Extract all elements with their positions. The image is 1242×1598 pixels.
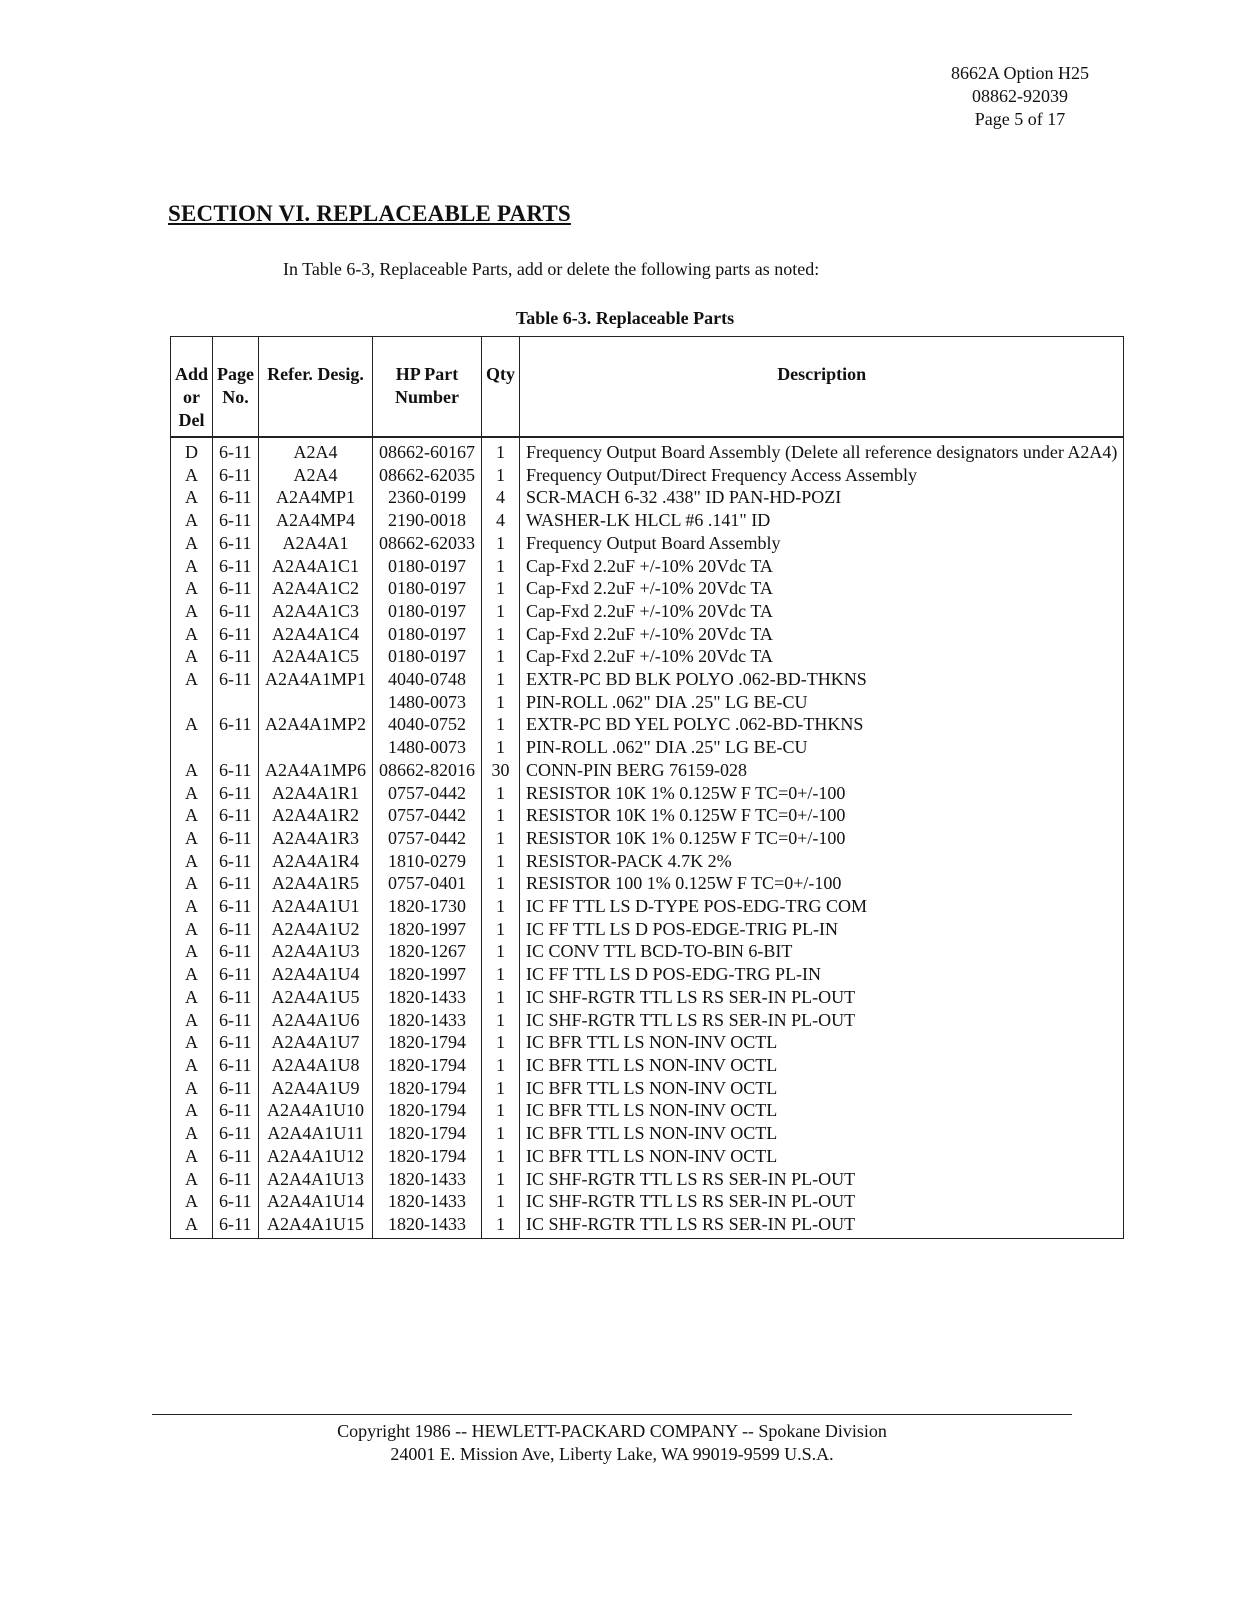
page-indicator: Page 5 of 17 <box>974 109 1066 129</box>
cell-qty: 1 <box>482 804 520 827</box>
table-row <box>171 1122 1124 1145</box>
cell-hp-part-number: 08662-82016 <box>373 759 482 782</box>
model-label: 8662A Option H25 <box>950 63 1089 83</box>
cell-page-no <box>213 736 259 759</box>
cell-description: PIN-ROLL .062" DIA .25" LG BE-CU <box>520 691 1124 714</box>
cell-description: CONN-PIN BERG 76159-028 <box>520 759 1124 782</box>
cell-description: IC SHF-RGTR TTL LS RS SER-IN PL-OUT <box>520 986 1124 1009</box>
cell-add-or-del <box>171 691 213 714</box>
cell-page-no: 6-11 <box>213 713 259 736</box>
cell-add-or-del: A <box>171 532 213 555</box>
cell-description: EXTR-PC BD BLK POLYO .062-BD-THKNS <box>520 668 1124 691</box>
document-header <box>870 62 1170 131</box>
cell-add-or-del: A <box>171 509 213 532</box>
cell-refer-desig: A2A4A1U6 <box>259 1009 373 1032</box>
cell-refer-desig: A2A4A1U11 <box>259 1122 373 1145</box>
col-header-refer-desig <box>259 337 373 438</box>
cell-hp-part-number: 08662-62035 <box>373 464 482 487</box>
cell-qty: 1 <box>482 532 520 555</box>
cell-refer-desig: A2A4A1U14 <box>259 1190 373 1213</box>
cell-add-or-del: A <box>171 577 213 600</box>
cell-add-or-del: A <box>171 827 213 850</box>
cell-page-no: 6-11 <box>213 1145 259 1168</box>
table-row <box>171 1213 1124 1238</box>
cell-page-no: 6-11 <box>213 1190 259 1213</box>
cell-refer-desig: A2A4A1U4 <box>259 963 373 986</box>
cell-add-or-del: A <box>171 782 213 805</box>
cell-add-or-del <box>171 736 213 759</box>
cell-page-no: 6-11 <box>213 1122 259 1145</box>
table-row <box>171 577 1124 600</box>
cell-page-no: 6-11 <box>213 963 259 986</box>
cell-refer-desig: A2A4A1MP6 <box>259 759 373 782</box>
cell-hp-part-number: 1820-1433 <box>373 1009 482 1032</box>
col-header-line: No. <box>222 387 249 407</box>
cell-qty: 1 <box>482 1145 520 1168</box>
cell-qty: 4 <box>482 509 520 532</box>
table-row <box>171 963 1124 986</box>
col-header-line: or <box>183 387 201 407</box>
cell-page-no: 6-11 <box>213 872 259 895</box>
cell-add-or-del: A <box>171 623 213 646</box>
cell-refer-desig: A2A4A1U13 <box>259 1168 373 1191</box>
cell-qty: 1 <box>482 691 520 714</box>
cell-refer-desig: A2A4A1C3 <box>259 600 373 623</box>
cell-description: IC FF TTL LS D-TYPE POS-EDG-TRG COM <box>520 895 1124 918</box>
table-row <box>171 986 1124 1009</box>
table-row <box>171 1190 1124 1213</box>
cell-refer-desig: A2A4A1R5 <box>259 872 373 895</box>
cell-qty: 1 <box>482 1190 520 1213</box>
cell-hp-part-number: 1820-1794 <box>373 1145 482 1168</box>
table-row <box>171 509 1124 532</box>
cell-hp-part-number: 0757-0442 <box>373 804 482 827</box>
table-row <box>171 1031 1124 1054</box>
footer-divider <box>152 1414 1072 1415</box>
cell-add-or-del: A <box>171 713 213 736</box>
cell-qty: 1 <box>482 577 520 600</box>
cell-refer-desig: A2A4A1R4 <box>259 850 373 873</box>
cell-qty: 1 <box>482 963 520 986</box>
cell-page-no <box>213 691 259 714</box>
cell-refer-desig: A2A4A1MP1 <box>259 668 373 691</box>
table-row <box>171 782 1124 805</box>
cell-page-no: 6-11 <box>213 555 259 578</box>
cell-add-or-del: A <box>171 850 213 873</box>
table-row <box>171 1009 1124 1032</box>
cell-description: RESISTOR 10K 1% 0.125W F TC=0+/-100 <box>520 827 1124 850</box>
table-row <box>171 486 1124 509</box>
cell-description: RESISTOR 10K 1% 0.125W F TC=0+/-100 <box>520 782 1124 805</box>
cell-description: IC BFR TTL LS NON-INV OCTL <box>520 1122 1124 1145</box>
table-row <box>171 437 1124 464</box>
cell-page-no: 6-11 <box>213 986 259 1009</box>
cell-description: Frequency Output/Direct Frequency Access Assembly <box>520 464 1124 487</box>
table-body <box>171 437 1124 1238</box>
cell-add-or-del: A <box>171 486 213 509</box>
cell-hp-part-number: 0757-0401 <box>373 872 482 895</box>
cell-page-no: 6-11 <box>213 940 259 963</box>
cell-hp-part-number: 1820-1794 <box>373 1077 482 1100</box>
cell-qty: 1 <box>482 1077 520 1100</box>
table-row <box>171 850 1124 873</box>
cell-description: IC SHF-RGTR TTL LS RS SER-IN PL-OUT <box>520 1190 1124 1213</box>
col-header-qty <box>482 337 520 438</box>
cell-qty: 1 <box>482 1009 520 1032</box>
cell-hp-part-number: 1820-1794 <box>373 1122 482 1145</box>
table-row <box>171 1077 1124 1100</box>
col-header-line: Page <box>217 364 255 384</box>
cell-qty: 1 <box>482 1054 520 1077</box>
cell-add-or-del: A <box>171 645 213 668</box>
table-row <box>171 736 1124 759</box>
cell-qty: 1 <box>482 713 520 736</box>
cell-description: RESISTOR 100 1% 0.125W F TC=0+/-100 <box>520 872 1124 895</box>
col-header-description <box>520 337 1124 438</box>
cell-page-no: 6-11 <box>213 918 259 941</box>
cell-qty: 1 <box>482 623 520 646</box>
cell-qty: 1 <box>482 1031 520 1054</box>
cell-add-or-del: A <box>171 1054 213 1077</box>
cell-refer-desig: A2A4A1U5 <box>259 986 373 1009</box>
cell-add-or-del: D <box>171 437 213 464</box>
cell-qty: 1 <box>482 1122 520 1145</box>
cell-description: IC SHF-RGTR TTL LS RS SER-IN PL-OUT <box>520 1168 1124 1191</box>
cell-add-or-del: A <box>171 668 213 691</box>
cell-description: Cap-Fxd 2.2uF +/-10% 20Vdc TA <box>520 600 1124 623</box>
cell-hp-part-number: 1820-1794 <box>373 1054 482 1077</box>
footer-address: 24001 E. Mission Ave, Liberty Lake, WA 99019-9599 U.S.A. <box>390 1444 834 1464</box>
table-header-row <box>171 337 1124 438</box>
cell-qty: 1 <box>482 782 520 805</box>
cell-qty: 4 <box>482 486 520 509</box>
cell-hp-part-number: 1820-1997 <box>373 963 482 986</box>
cell-add-or-del: A <box>171 1145 213 1168</box>
table-row <box>171 872 1124 895</box>
table-row <box>171 464 1124 487</box>
cell-hp-part-number: 1820-1730 <box>373 895 482 918</box>
cell-page-no: 6-11 <box>213 645 259 668</box>
cell-page-no: 6-11 <box>213 1009 259 1032</box>
table-row <box>171 713 1124 736</box>
cell-refer-desig: A2A4A1U8 <box>259 1054 373 1077</box>
cell-add-or-del: A <box>171 895 213 918</box>
cell-add-or-del: A <box>171 804 213 827</box>
cell-hp-part-number: 1820-1433 <box>373 986 482 1009</box>
cell-hp-part-number: 1820-1433 <box>373 1168 482 1191</box>
cell-refer-desig: A2A4 <box>259 437 373 464</box>
cell-add-or-del: A <box>171 1122 213 1145</box>
cell-qty: 1 <box>482 464 520 487</box>
cell-description: Frequency Output Board Assembly <box>520 532 1124 555</box>
cell-refer-desig: A2A4A1C1 <box>259 555 373 578</box>
section-title: SECTION VI. REPLACEABLE PARTS <box>168 201 571 226</box>
cell-refer-desig: A2A4A1U15 <box>259 1213 373 1238</box>
cell-qty: 1 <box>482 437 520 464</box>
cell-qty: 1 <box>482 940 520 963</box>
cell-refer-desig: A2A4A1U1 <box>259 895 373 918</box>
cell-refer-desig <box>259 736 373 759</box>
document-number: 08862-92039 <box>972 86 1068 106</box>
col-header-page-no <box>213 337 259 438</box>
cell-add-or-del: A <box>171 464 213 487</box>
cell-add-or-del: A <box>171 1168 213 1191</box>
cell-hp-part-number: 1820-1997 <box>373 918 482 941</box>
table-row <box>171 623 1124 646</box>
cell-add-or-del: A <box>171 872 213 895</box>
cell-hp-part-number: 4040-0748 <box>373 668 482 691</box>
cell-page-no: 6-11 <box>213 668 259 691</box>
cell-hp-part-number: 1480-0073 <box>373 691 482 714</box>
cell-hp-part-number: 2190-0018 <box>373 509 482 532</box>
table-row <box>171 895 1124 918</box>
cell-hp-part-number: 08662-62033 <box>373 532 482 555</box>
cell-description: PIN-ROLL .062" DIA .25" LG BE-CU <box>520 736 1124 759</box>
cell-add-or-del: A <box>171 759 213 782</box>
replaceable-parts-table <box>170 336 1124 1239</box>
cell-description: Cap-Fxd 2.2uF +/-10% 20Vdc TA <box>520 555 1124 578</box>
cell-page-no: 6-11 <box>213 1099 259 1122</box>
cell-add-or-del: A <box>171 1099 213 1122</box>
cell-description: IC FF TTL LS D POS-EDG-TRG PL-IN <box>520 963 1124 986</box>
cell-hp-part-number: 1820-1267 <box>373 940 482 963</box>
cell-refer-desig: A2A4A1U9 <box>259 1077 373 1100</box>
table-row <box>171 827 1124 850</box>
cell-qty: 1 <box>482 918 520 941</box>
cell-page-no: 6-11 <box>213 532 259 555</box>
cell-page-no: 6-11 <box>213 1077 259 1100</box>
cell-description: IC CONV TTL BCD-TO-BIN 6-BIT <box>520 940 1124 963</box>
cell-qty: 1 <box>482 850 520 873</box>
cell-description: IC BFR TTL LS NON-INV OCTL <box>520 1099 1124 1122</box>
col-header-line: HP Part <box>395 364 459 384</box>
cell-add-or-del: A <box>171 1190 213 1213</box>
cell-qty: 1 <box>482 645 520 668</box>
cell-refer-desig: A2A4A1 <box>259 532 373 555</box>
cell-page-no: 6-11 <box>213 1031 259 1054</box>
table-row <box>171 600 1124 623</box>
cell-description: IC SHF-RGTR TTL LS RS SER-IN PL-OUT <box>520 1009 1124 1032</box>
cell-description: Cap-Fxd 2.2uF +/-10% 20Vdc TA <box>520 623 1124 646</box>
cell-page-no: 6-11 <box>213 577 259 600</box>
cell-refer-desig: A2A4A1U10 <box>259 1099 373 1122</box>
cell-qty: 1 <box>482 736 520 759</box>
cell-hp-part-number: 0180-0197 <box>373 600 482 623</box>
cell-page-no: 6-11 <box>213 600 259 623</box>
cell-page-no: 6-11 <box>213 827 259 850</box>
footer-copyright: Copyright 1986 -- HEWLETT-PACKARD COMPANY -- Spokane Division <box>337 1421 887 1441</box>
cell-description: IC BFR TTL LS NON-INV OCTL <box>520 1031 1124 1054</box>
cell-page-no: 6-11 <box>213 437 259 464</box>
table-row <box>171 532 1124 555</box>
cell-qty: 1 <box>482 600 520 623</box>
cell-hp-part-number: 1820-1794 <box>373 1031 482 1054</box>
intro-text: In Table 6-3, Replaceable Parts, add or delete the following parts as noted: <box>283 259 820 279</box>
cell-page-no: 6-11 <box>213 759 259 782</box>
table-row <box>171 918 1124 941</box>
table-row <box>171 804 1124 827</box>
cell-add-or-del: A <box>171 1077 213 1100</box>
cell-refer-desig: A2A4A1U3 <box>259 940 373 963</box>
cell-hp-part-number: 1820-1433 <box>373 1213 482 1238</box>
cell-description: Cap-Fxd 2.2uF +/-10% 20Vdc TA <box>520 645 1124 668</box>
cell-description: IC FF TTL LS D POS-EDGE-TRIG PL-IN <box>520 918 1124 941</box>
cell-page-no: 6-11 <box>213 464 259 487</box>
cell-add-or-del: A <box>171 963 213 986</box>
table-row <box>171 555 1124 578</box>
cell-page-no: 6-11 <box>213 804 259 827</box>
col-header-hp-part-number <box>373 337 482 438</box>
cell-description: IC SHF-RGTR TTL LS RS SER-IN PL-OUT <box>520 1213 1124 1238</box>
cell-hp-part-number: 4040-0752 <box>373 713 482 736</box>
cell-refer-desig: A2A4A1R2 <box>259 804 373 827</box>
cell-page-no: 6-11 <box>213 1054 259 1077</box>
table-row <box>171 1168 1124 1191</box>
cell-hp-part-number: 0757-0442 <box>373 827 482 850</box>
cell-description: RESISTOR 10K 1% 0.125W F TC=0+/-100 <box>520 804 1124 827</box>
cell-hp-part-number: 1810-0279 <box>373 850 482 873</box>
cell-hp-part-number: 1820-1794 <box>373 1099 482 1122</box>
col-header-line: Refer. Desig. <box>267 364 364 384</box>
cell-hp-part-number: 08662-60167 <box>373 437 482 464</box>
cell-add-or-del: A <box>171 600 213 623</box>
cell-hp-part-number: 2360-0199 <box>373 486 482 509</box>
cell-qty: 1 <box>482 895 520 918</box>
cell-refer-desig: A2A4MP1 <box>259 486 373 509</box>
cell-qty: 1 <box>482 1213 520 1238</box>
cell-refer-desig: A2A4A1C2 <box>259 577 373 600</box>
cell-refer-desig <box>259 691 373 714</box>
cell-qty: 1 <box>482 872 520 895</box>
table-row <box>171 940 1124 963</box>
cell-refer-desig: A2A4A1U12 <box>259 1145 373 1168</box>
col-header-line: Qty <box>486 364 516 384</box>
cell-refer-desig: A2A4MP4 <box>259 509 373 532</box>
cell-refer-desig: A2A4 <box>259 464 373 487</box>
table-row <box>171 645 1124 668</box>
cell-description: IC BFR TTL LS NON-INV OCTL <box>520 1077 1124 1100</box>
cell-add-or-del: A <box>171 986 213 1009</box>
cell-hp-part-number: 0757-0442 <box>373 782 482 805</box>
table-row <box>171 1054 1124 1077</box>
table-row <box>171 1099 1124 1122</box>
cell-qty: 1 <box>482 1168 520 1191</box>
table-caption: Table 6-3. Replaceable Parts <box>515 308 735 328</box>
cell-add-or-del: A <box>171 918 213 941</box>
cell-add-or-del: A <box>171 1031 213 1054</box>
cell-page-no: 6-11 <box>213 850 259 873</box>
cell-qty: 1 <box>482 668 520 691</box>
cell-page-no: 6-11 <box>213 509 259 532</box>
cell-refer-desig: A2A4A1U7 <box>259 1031 373 1054</box>
table-row <box>171 759 1124 782</box>
col-header-line: Description <box>777 364 867 384</box>
col-header-add-or-del <box>171 337 213 438</box>
cell-hp-part-number: 1480-0073 <box>373 736 482 759</box>
cell-add-or-del: A <box>171 555 213 578</box>
cell-description: EXTR-PC BD YEL POLYC .062-BD-THKNS <box>520 713 1124 736</box>
cell-refer-desig: A2A4A1R1 <box>259 782 373 805</box>
cell-hp-part-number: 0180-0197 <box>373 577 482 600</box>
footer <box>152 1420 1072 1466</box>
cell-page-no: 6-11 <box>213 486 259 509</box>
cell-description: WASHER-LK HLCL #6 .141" ID <box>520 509 1124 532</box>
cell-qty: 1 <box>482 555 520 578</box>
cell-qty: 1 <box>482 986 520 1009</box>
cell-description: RESISTOR-PACK 4.7K 2% <box>520 850 1124 873</box>
cell-page-no: 6-11 <box>213 895 259 918</box>
table-row <box>171 1145 1124 1168</box>
cell-add-or-del: A <box>171 1213 213 1238</box>
cell-hp-part-number: 0180-0197 <box>373 645 482 668</box>
table-row <box>171 668 1124 691</box>
cell-description: Cap-Fxd 2.2uF +/-10% 20Vdc TA <box>520 577 1124 600</box>
cell-add-or-del: A <box>171 940 213 963</box>
cell-refer-desig: A2A4A1C4 <box>259 623 373 646</box>
cell-qty: 1 <box>482 1099 520 1122</box>
cell-description: Frequency Output Board Assembly (Delete all reference designators under A2A4) <box>520 437 1124 464</box>
col-header-line: Del <box>178 410 205 430</box>
cell-add-or-del: A <box>171 1009 213 1032</box>
cell-refer-desig: A2A4A1MP2 <box>259 713 373 736</box>
cell-hp-part-number: 1820-1433 <box>373 1190 482 1213</box>
cell-refer-desig: A2A4A1U2 <box>259 918 373 941</box>
cell-page-no: 6-11 <box>213 1213 259 1238</box>
cell-page-no: 6-11 <box>213 623 259 646</box>
cell-description: IC BFR TTL LS NON-INV OCTL <box>520 1054 1124 1077</box>
col-header-line: Add <box>175 364 209 384</box>
cell-page-no: 6-11 <box>213 782 259 805</box>
cell-hp-part-number: 0180-0197 <box>373 623 482 646</box>
cell-refer-desig: A2A4A1C5 <box>259 645 373 668</box>
cell-description: IC BFR TTL LS NON-INV OCTL <box>520 1145 1124 1168</box>
cell-refer-desig: A2A4A1R3 <box>259 827 373 850</box>
table-row <box>171 691 1124 714</box>
cell-qty: 1 <box>482 827 520 850</box>
cell-page-no: 6-11 <box>213 1168 259 1191</box>
cell-hp-part-number: 0180-0197 <box>373 555 482 578</box>
cell-description: SCR-MACH 6-32 .438" ID PAN-HD-POZI <box>520 486 1124 509</box>
col-header-line: Number <box>395 387 460 407</box>
cell-qty: 30 <box>482 759 520 782</box>
